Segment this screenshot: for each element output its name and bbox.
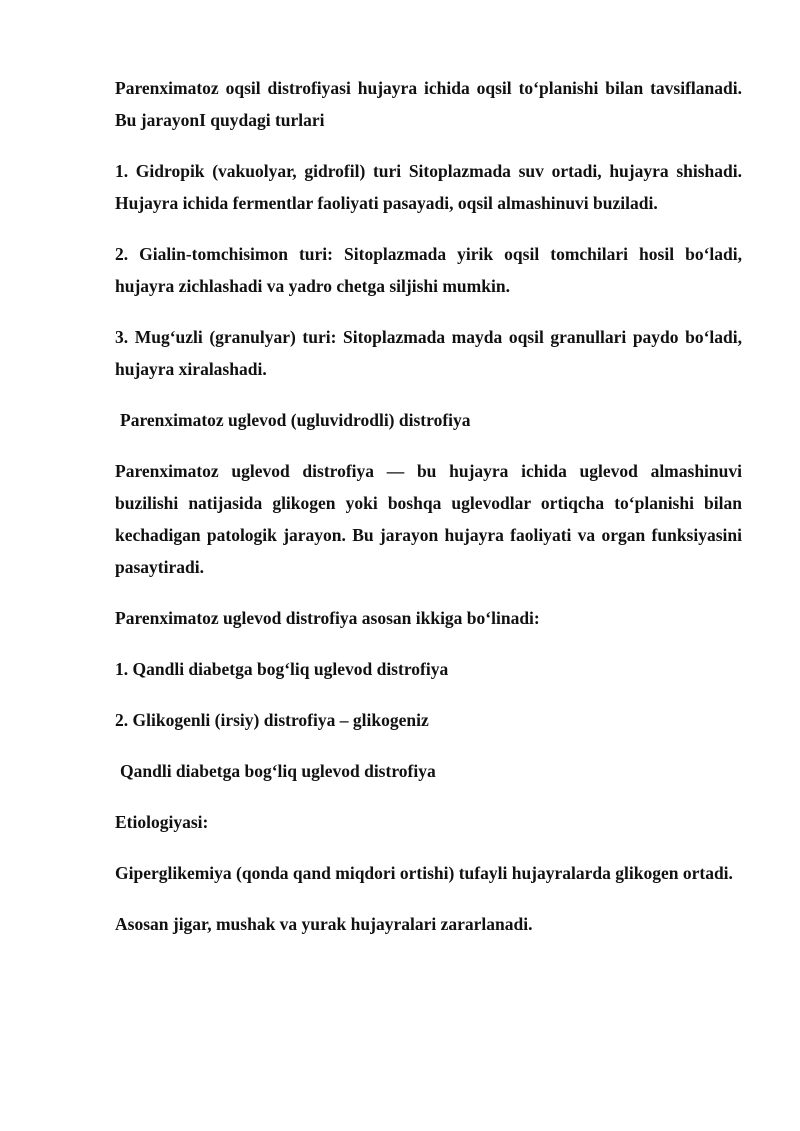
section-heading-diabetes: Qandli diabetga bog‘liq uglevod distrofiya bbox=[120, 761, 436, 781]
etiology-heading: Etiologiyasi: bbox=[115, 812, 209, 832]
section-heading-carbohydrate: Parenximatoz uglevod (ugluvidrodli) distrofiya bbox=[120, 410, 471, 430]
paragraph-list-item-2: 2. Gialin-tomchisimon turi: Sitoplazmada yirik oqsil tomchilari hosil bo‘ladi, hujayra zichlashadi va yadro chetga siljishi mumkin. bbox=[115, 244, 742, 296]
document-body bbox=[115, 72, 742, 959]
paragraph-classification: Parenximatoz uglevod distrofiya asosan ikkiga bo‘linadi: bbox=[115, 608, 540, 628]
paragraph-definition: Parenximatoz uglevod distrofiya — bu hujayra ichida uglevod almashinuvi buzilishi natijasida glikogen yoki boshqa uglevodlar ortiqcha to‘planishi bilan kechadigan patologik jarayon. Bu jarayon hujayra faoliyati va organ funksiyasini pasaytiradi. bbox=[115, 461, 742, 577]
classification-item-2: 2. Glikogenli (irsiy) distrofiya – glikogeniz bbox=[115, 710, 429, 730]
paragraph-list-item-3: 3. Mug‘uzli (granulyar) turi: Sitoplazmada mayda oqsil granullari paydo bo‘ladi, hujayra xiralashadi. bbox=[115, 327, 742, 379]
paragraph-intro: Parenximatoz oqsil distrofiyasi hujayra ichida oqsil to‘planishi bilan tavsiflanadi. Bu jarayonI quydagi turlari bbox=[115, 78, 742, 130]
paragraph-list-item-1: 1. Gidropik (vakuolyar, gidrofil) turi Sitoplazmada suv ortadi, hujayra shishadi. Hujayra ichida fermentlar faoliyati pasayadi, oqsil almashinuvi buziladi. bbox=[115, 161, 742, 213]
classification-item-1: 1. Qandli diabetga bog‘liq uglevod distrofiya bbox=[115, 659, 449, 679]
paragraph-etiology: Giperglikemiya (qonda qand miqdori ortishi) tufayli hujayralarda glikogen ortadi. bbox=[115, 863, 733, 883]
paragraph-affected-organs: Asosan jigar, mushak va yurak hujayralari zararlanadi. bbox=[115, 914, 533, 934]
